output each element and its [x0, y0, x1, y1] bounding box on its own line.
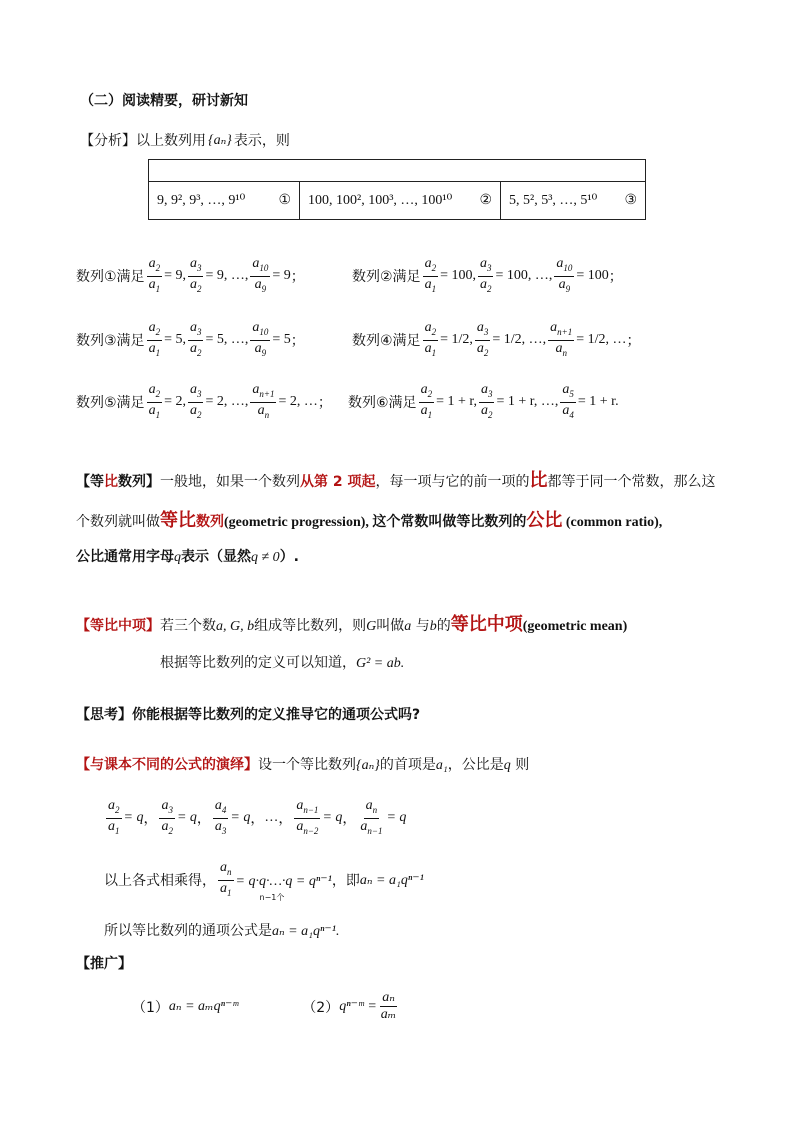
analysis-text2: 表示，则: [233, 133, 290, 149]
sequence-table: [148, 159, 646, 220]
ratio-3-value: 5: [175, 332, 183, 348]
sequence-3-terms: 5, 5², 5³, …, 5¹⁰: [509, 193, 598, 208]
middle-term-line: 【等比中项】若三个数a, G, b组成等比数列，则G叫做a 与b的等比中项(geometric mean): [76, 614, 628, 635]
sequence-1-terms: 9, 9², 9³, …, 9¹⁰: [157, 193, 246, 208]
derivation-intro: 【与课本不同的公式的演绎】设一个等比数列{aₙ}的首项是a₁，公比是q 则: [76, 757, 530, 773]
table-row: [149, 182, 646, 220]
middle-term-label: 【等比中项】: [76, 618, 160, 634]
ratio-row-2: 数列②满足 $\frac{a_2}{a_1}$ = 100, $\frac{a_3}{a_2}$ = 100, …, $\frac{a_{10}}{a_9}$ = 100 ；: [352, 256, 623, 294]
ratio-4-label: 数列④满足: [352, 333, 421, 350]
sequence-2-mark: ②: [479, 193, 492, 208]
brace-label: n−1个: [259, 893, 285, 903]
section-title: （二）阅读精要，研讨新知: [80, 93, 248, 109]
analysis-line: [80, 130, 290, 150]
ratio-1-label: 数列①满足: [76, 269, 145, 286]
definition-line-1: 【等比数列】一般地，如果一个数列从第 2 项起，每一项与它的前一项的比都等于同一个常数，那么这: [76, 470, 716, 491]
ratio-2-value: 100: [451, 268, 473, 284]
sequence-cell-3: [501, 182, 646, 220]
ratio-row-1: 数列①满足 $\frac{a_2}{a_1}$ = 9, $\frac{a_3}{a_2}$ = 9, …, $\frac{a_{10}}{a_9}$ = 9 ；: [76, 256, 305, 294]
ratio-1-value: 9: [175, 268, 183, 284]
think-line: 【思考】你能根据等比数列的定义推导它的通项公式吗?: [76, 707, 421, 723]
ratio-5-value: 2: [175, 394, 183, 410]
definition-line-2: 个数列就叫做等比数列(geometric progression), 这个常数叫做等比数列的公比 (common ratio),: [76, 510, 663, 531]
table-header-row: [149, 160, 646, 182]
sequence-cell-1: [149, 182, 300, 220]
analysis-notation: {aₙ}: [208, 132, 232, 148]
extension-label: 【推广】: [76, 956, 132, 972]
ratio-5-label: 数列⑤满足: [76, 395, 145, 412]
ratio-6-label: 数列⑥满足: [348, 395, 417, 412]
sequence-2-terms: 100, 100², 100³, …, 100¹⁰: [308, 193, 453, 208]
think-label: 【思考】: [76, 707, 132, 723]
from-second-term: 从第 2 项起: [300, 474, 376, 490]
derivation-label: 【与课本不同的公式的演绎】: [76, 757, 258, 773]
extension-formula-2: qⁿ⁻ᵐ =: [339, 999, 377, 1014]
derivation-product: 以上各式相乘得， $\frac{a_n}{a_1}$ = q·q·…·q = qⁿ⁻¹ n−1个 ，即 aₙ = a₁qⁿ⁻¹: [104, 860, 424, 903]
product-result: = q·q·…·q = qⁿ⁻¹: [235, 874, 332, 890]
sequence-3-mark: ③: [624, 193, 637, 208]
definition-line-3: 公比通常用字母q表示（显然q ≠ 0）.: [76, 549, 300, 565]
geometric-mean-keyword: 等比中项: [450, 614, 523, 635]
middle-term-formula-line: 根据等比数列的定义可以知道，G² = ab.: [160, 655, 405, 671]
sequence-cell-2: [300, 182, 501, 220]
ratio-row-6: 数列⑥满足 $\frac{a_2}{a_1}$ = 1 + r, $\frac{a_3}{a_2}$ = 1 + r, …, $\frac{a_5}{a_4}$ = 1 + r.: [348, 382, 619, 420]
geometric-keyword: 等比: [160, 510, 196, 531]
ratio-keyword: 比: [529, 470, 548, 491]
ratio-row-5: 数列⑤满足 $\frac{a_2}{a_1}$ = 2, $\frac{a_3}{a_2}$ = 2, …, $\frac{a_{n+1}}{a_n}$ = 2, … ；: [76, 382, 332, 420]
definition-label: 【等: [76, 474, 104, 490]
extension-formulas: （1） aₙ = aₘqⁿ⁻ᵐ （2） qⁿ⁻ᵐ = $\frac{\text{aₙ}}{\text{aₘ}}$: [132, 990, 397, 1022]
analysis-label: 【分析】: [80, 133, 136, 149]
derivation-fractions: $\frac{a_2}{a_1}$ = q ， $\frac{a_3}{a_2}$ = q ， $\frac{a_4}{a_3}$ = q ， … ， $\frac{a_{n-1}}{a_{n-2}}$ = q ， $\frac{a_n}{a_{n-1}}$ = q: [108, 798, 407, 836]
ratio-6-value: 1 + r: [447, 394, 474, 410]
derivation-conclusion: 所以等比数列的通项公式是aₙ = a₁qⁿ⁻¹.: [104, 923, 340, 939]
geometric-mean-formula: G² = ab.: [356, 656, 405, 671]
ratio-row-3: 数列③满足 $\frac{a_2}{a_1}$ = 5, $\frac{a_3}{a_2}$ = 5, …, $\frac{a_{10}}{a_9}$ = 5 ；: [76, 320, 305, 358]
analysis-text: 以上数列用: [136, 133, 206, 149]
ratio-4-value: 1/2: [451, 332, 470, 348]
sequence-1-mark: ①: [278, 193, 291, 208]
ratio-3-label: 数列③满足: [76, 333, 145, 350]
ratio-row-4: 数列④满足 $\frac{a_2}{a_1}$ = 1/2, $\frac{a_3}{a_2}$ = 1/2, …, $\frac{a_{n+1}}{a_n}$ = 1/2, … ；: [352, 320, 641, 358]
extension-formula-1: aₙ = aₘqⁿ⁻ᵐ: [168, 999, 239, 1014]
ratio-2-label: 数列②满足: [352, 269, 421, 286]
general-term-formula: aₙ = a₁qⁿ⁻¹.: [272, 924, 340, 939]
common-ratio-keyword: 公比: [526, 510, 563, 531]
